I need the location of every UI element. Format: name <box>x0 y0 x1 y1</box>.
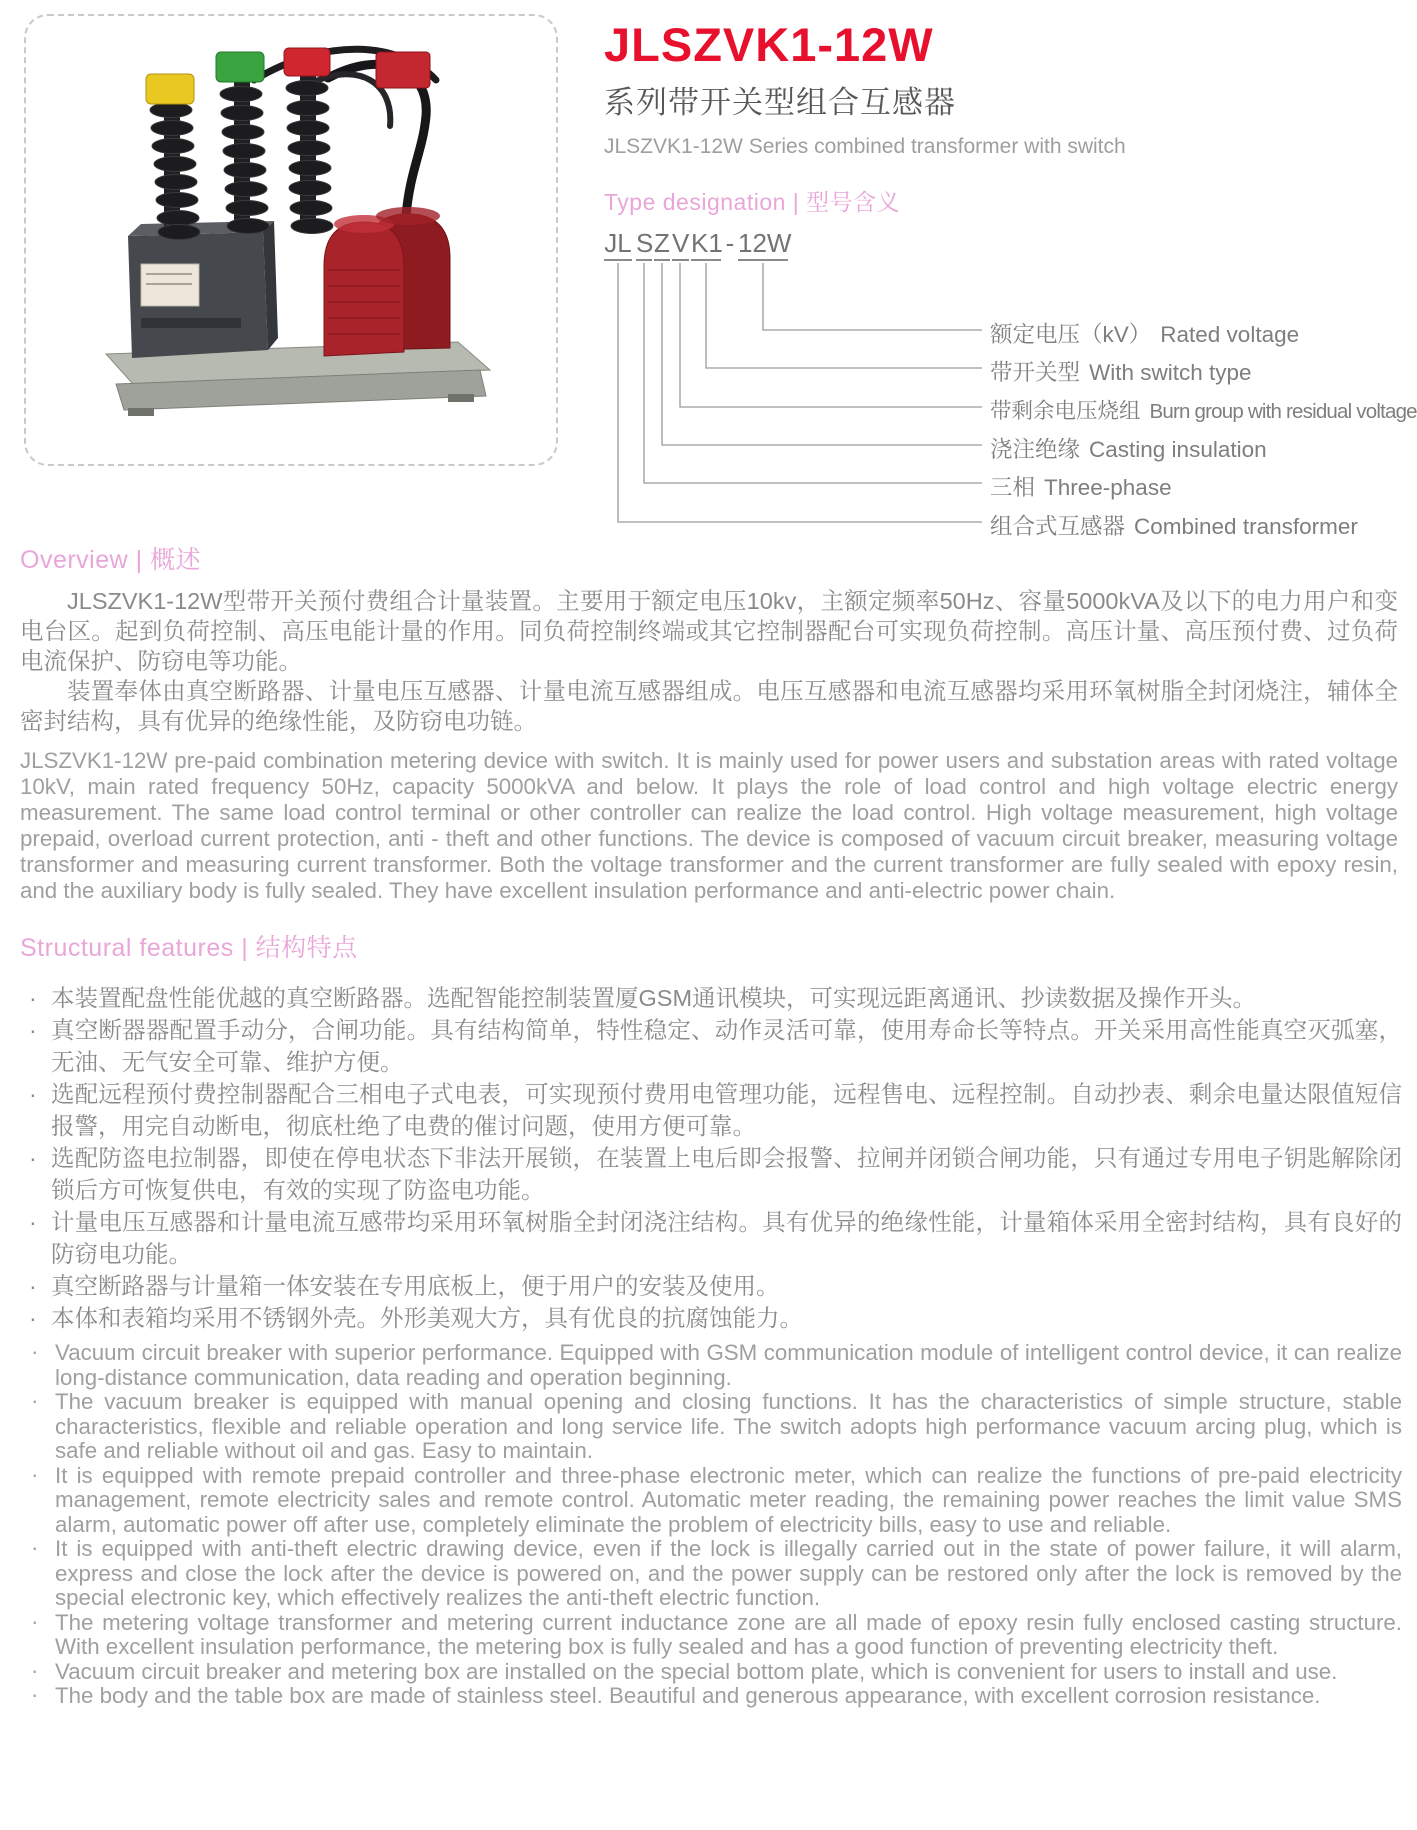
bullet-icon: · <box>29 985 37 1011</box>
label-en: Casting insulation <box>1089 437 1267 462</box>
epoxy-transformers <box>324 207 450 356</box>
bullet-icon: · <box>29 1273 37 1299</box>
feature-text: The body and the table box are made of stainless steel. Beautiful and generous appearance, with excellent corrosion resistance. <box>55 1683 1321 1708</box>
feature-item-zh <box>20 1142 1402 1206</box>
overview-heading: Overview | 概述 <box>20 546 202 574</box>
features-heading: Structural features | 结构特点 <box>20 934 358 962</box>
type-designation-heading: Type designation | 型号含义 <box>604 189 901 215</box>
feature-text: Vacuum circuit breaker with superior performance. Equipped with GSM communication module of intelligent control device, it can realize long-distance communication, data reading and operation beginning. <box>55 1340 1402 1390</box>
feature-text: 选配远程预付费控制器配合三相电子式电表，可实现预付费用电管理功能，远程售电、远程控制。自动抄表、剩余电量达限值短信报警，用完自动断电，彻底杜绝了电费的催讨问题，使用方便可靠。 <box>51 1081 1402 1139</box>
designation-label-casting-insulation <box>990 432 1415 462</box>
label-zh: 带剩余电压烧组 <box>990 399 1141 423</box>
designation-label-combined-transformer <box>990 509 1415 539</box>
label-zh: 三相 <box>990 475 1036 500</box>
brand-block <box>604 20 1404 159</box>
product-photo-illustration <box>28 18 556 464</box>
feature-item-zh <box>20 982 1402 1014</box>
feature-text: 选配防盗电拉制器，即使在停电状态下非法开展锁，在装置上电后即会报警、拉闸并闭锁合闸功能，只有通过专用电子钥匙解除闭锁后方可恢复供电，有效的实现了防盗电功能。 <box>51 1145 1402 1203</box>
code-seg-dash: - <box>725 228 735 258</box>
cap-green <box>216 52 264 82</box>
label-en: Combined transformer <box>1134 514 1358 539</box>
cap-yellow <box>146 74 194 104</box>
bullet-icon: · <box>31 1657 39 1683</box>
feature-text: It is equipped with anti-theft electric drawing device, even if the lock is illegally carried out in the state of power failure, it will alarm, express and close the lock after the device is powered on, and the power supply can be restored only after the lock is removed by the special electronic key, which effectively realizes the anti-theft electric function. <box>55 1536 1402 1610</box>
feature-item-zh <box>20 1206 1402 1270</box>
pole-1 <box>146 74 200 240</box>
feature-item-en <box>20 1684 1402 1709</box>
feature-item-zh <box>20 1270 1402 1302</box>
label-en: Rated voltage <box>1160 322 1300 347</box>
subtitle-en: JLSZVK1-12W Series combined transformer with switch <box>604 135 1126 159</box>
feature-text: 计量电压互感器和计量电流互感带均采用环氧树脂全封闭浇注结构。具有优异的绝缘性能，计量箱体采用全密封结构，具有良好的防窃电功能。 <box>51 1209 1402 1267</box>
feature-text: The metering voltage transformer and metering current inductance zone are all made of epoxy resin fully enclosed casting structure. With excellent insulation performance, the metering box is fully sealed and has a good function of preventing electricity theft. <box>55 1609 1402 1659</box>
bullet-icon: · <box>29 1305 37 1331</box>
feature-text: 本装置配盘性能优越的真空断路器。选配智能控制装置厦GSM通讯模块，可实现远距离通讯、抄读数据及操作开头。 <box>51 985 1257 1011</box>
feature-item-zh <box>20 1014 1402 1078</box>
page-title: JLSZVK1-12W <box>604 18 934 71</box>
bullet-icon: · <box>31 1339 39 1364</box>
label-zh: 浇注绝缘 <box>990 437 1081 462</box>
subtitle-zh: 系列带开关型组合互感器 <box>604 85 956 121</box>
bullet-icon: · <box>31 1535 39 1560</box>
designation-label-three-phase <box>990 470 1415 500</box>
product-photo-frame <box>24 14 558 466</box>
designation-label-switch-type <box>990 355 1415 385</box>
label-en: With switch type <box>1089 360 1252 385</box>
overview-paragraph-zh: 装置奉体由真空断路器、计量电压互感器、计量电流互感器组成。电压互感器和电流互感器均采用环氧树脂全封闭烧注，辅体全密封结构，具有优异的绝缘性能，及防窃电功链。 <box>20 678 1398 734</box>
label-en: Burn group with residual voltage <box>1149 400 1417 423</box>
bullet-icon: · <box>31 1461 39 1487</box>
feature-text: 真空断器器配置手动分，合闸功能。具有结构简单，特性稳定、动作灵活可靠，使用寿命长等特点。开关采用高性能真空灭弧塞，无油、无气安全可靠、维护方便。 <box>51 1017 1402 1075</box>
features-list-zh <box>20 982 1402 1334</box>
overview-paragraphs-zh <box>20 586 1398 736</box>
feature-item-en <box>20 1608 1402 1660</box>
code-seg-z: Z <box>654 228 670 261</box>
code-seg-k1: K1 <box>691 228 721 261</box>
label-zh: 额定电压（kV） <box>990 322 1152 347</box>
features-list-en <box>20 1341 1402 1709</box>
bullet-icon: · <box>31 1608 39 1634</box>
feature-item-en <box>20 1341 1402 1390</box>
bullet-icon: · <box>31 1682 39 1707</box>
overview-paragraph-en: JLSZVK1-12W pre-paid combination metering device with switch. It is mainly used for power users and substation areas with rated voltage 10kV, main rated frequency 50Hz, capacity 5000kVA and below. It plays the role of load control and high voltage electric energy measurement. The same load control terminal or other controller can realize the load control. High voltage measurement, high voltage prepaid, overload current protection, anti - theft and other functions. The device is composed of vacuum circuit breaker, measuring voltage transformer and measuring current transformer. Both the voltage transformer and the current transformer are fully sealed with epoxy resin, and the auxiliary body is fully sealed. They have excellent insulation performance and anti-electric power chain. <box>20 748 1398 903</box>
feature-text: Vacuum circuit breaker and metering box are installed on the special bottom plate, which is convenient for users to install and use. <box>55 1658 1338 1684</box>
red-terminal-block <box>376 52 430 88</box>
code-seg-jl: JL <box>604 228 632 261</box>
feature-item-en <box>20 1537 1402 1611</box>
feature-text: It is equipped with remote prepaid controller and three-phase electronic meter, which can realize the functions of pre-paid electricity management, remote electricity sales and remote control. Automatic meter reading, the remaining power reaches the limit value SMS alarm, automatic power off after use, completely eliminate the problem of electricity bills, easy to use and reliable. <box>55 1462 1402 1537</box>
code-seg-s: S <box>636 228 652 261</box>
feature-item-zh <box>20 1078 1402 1142</box>
label-zh: 组合式互感器 <box>990 514 1126 539</box>
pole-2 <box>216 52 269 234</box>
breaker-cabinet <box>128 221 278 358</box>
code-seg-12w: 12W <box>738 228 788 261</box>
feature-item-en <box>20 1461 1402 1538</box>
bullet-icon: · <box>29 1017 37 1043</box>
feature-item-en <box>20 1657 1402 1685</box>
label-en: Three-phase <box>1044 475 1172 500</box>
designation-label-burn-group <box>990 394 1417 423</box>
feature-item-en <box>20 1390 1402 1464</box>
cap-red <box>284 48 330 76</box>
overview-paragraph-zh: JLSZVK1-12W型带开关预付费组合计量装置。主要用于额定电压10kv，主额定频率50Hz、容量5000kVA及以下的电力用户和变电台区。起到负荷控制、高压电能计量的作用。同负荷控制终端或其它控制器配台可实现负荷控制。高压计量、高压预付费、过负荷电流保护、防窃电等功能。 <box>20 588 1398 674</box>
label-zh: 带开关型 <box>990 360 1081 385</box>
code-seg-v: V <box>672 228 689 261</box>
feature-text: The vacuum breaker is equipped with manual opening and closing functions. It has the characteristics of simple structure, stable characteristics, flexible and reliable operation and long service life. The switch adopts high performance vacuum arcing plug, which is safe and reliable without oil and gas. Easy to maintain. <box>55 1389 1402 1463</box>
bullet-icon: · <box>29 1081 37 1107</box>
designation-label-rated-voltage <box>990 317 1415 347</box>
bullet-icon: · <box>29 1145 37 1171</box>
feature-text: 真空断路器与计量箱一体安装在专用底板上，便于用户的安装及使用。 <box>51 1273 780 1299</box>
feature-item-zh <box>20 1302 1402 1334</box>
bullet-icon: · <box>31 1388 39 1413</box>
bullet-icon: · <box>29 1209 37 1235</box>
feature-text: 本体和表箱均采用不锈钢外壳。外形美观大方，具有优良的抗腐蚀能力。 <box>51 1305 803 1331</box>
pole-3 <box>284 48 333 234</box>
